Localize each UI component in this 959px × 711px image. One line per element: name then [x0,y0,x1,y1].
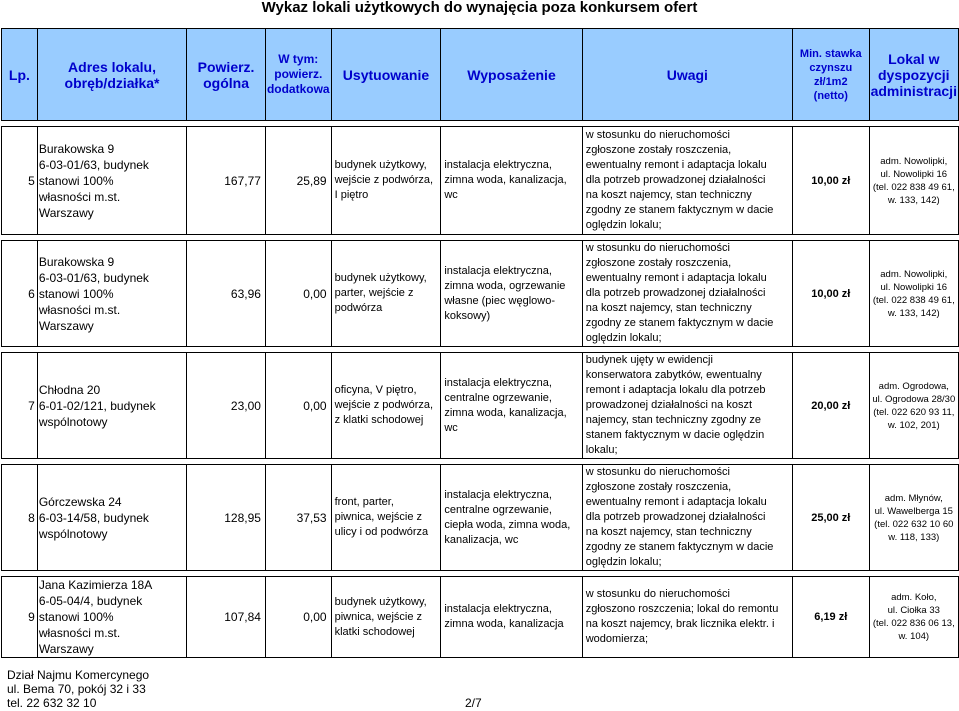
row-number: 7 [2,353,38,459]
text-line: instalacja elektryczna, [444,264,552,277]
text-line: na koszt najemcy, stan techniczny [585,189,752,201]
text-line: w. 118, 133) [888,531,940,543]
header-area-extra [265,29,331,121]
row-address [37,127,186,235]
text-line: piwnica, wejście z [334,511,423,523]
text-line: w. 133, 142) [887,194,940,206]
row-number: 5 [2,127,38,235]
header-location: Usytuowanie [331,29,441,121]
text-line: Warszawy [38,642,94,656]
text-line: 6-03-01/63, budynek [38,157,149,172]
row-location [331,577,441,658]
text-line: dodatkowa [266,82,330,96]
row-remarks [582,577,792,658]
text-line: obręb/działka* [64,74,160,91]
text-line: własności m.st. [38,626,121,640]
text-line: budynek użytkowy, [334,159,427,171]
text-line: (tel. 022 632 10 60 [874,518,954,530]
text-line: wejście z podwórza, [334,174,434,186]
text-line: wodomierza; [585,633,649,645]
text-line: ul. Ogrodowa 28/30 [872,393,956,405]
text-line: budynek użytkowy, [334,595,427,608]
premises-table [1,28,959,658]
header-equipment: Wyposażenie [441,29,582,121]
row-area-total: 63,96 [187,241,266,347]
text-line: (tel. 022 838 49 61, [872,181,955,193]
text-line: zgłoszone zostały roszczenia, [585,257,732,269]
text-line: stanem faktycznym w dacie oględzin [585,429,765,441]
row-area-extra: 0,00 [265,577,331,658]
text-line: w. 133, 142) [887,307,940,319]
text-line: stanowi 100% [38,286,114,301]
table-row [2,465,959,571]
text-line: adm. Ogrodowa, [878,380,949,392]
text-line: stanowi 100% [38,610,114,624]
text-line: instalacja elektryczna, [444,488,552,501]
row-area-extra: 0,00 [265,241,331,347]
text-line: własności m.st. [38,189,121,204]
text-line: oględzin lokalu; [585,219,662,231]
text-line: ulicy i od podwórza [334,526,429,538]
row-area-total: 23,00 [187,353,266,459]
text-line: prowadzonej działalności na koszt [585,399,753,411]
text-line: centralne ogrzewanie, [444,503,552,516]
header-remarks: Uwagi [582,29,792,121]
text-line: 6-01-02/121, budynek [38,398,156,413]
row-area-total: 167,77 [187,127,266,235]
row-rate: 20,00 zł [792,353,869,459]
text-line: oględzin lokalu; [585,556,662,568]
row-location [331,465,441,571]
text-line: wejście z podwórza, [334,399,434,411]
text-line: zimna woda, ogrzewanie [444,279,566,292]
footer-address: ul. Bema 70, pokój 32 i 33 [7,682,146,696]
row-rate: 25,00 zł [792,465,869,571]
row-admin [869,241,958,347]
text-line: instalacja elektryczna, [444,603,552,615]
text-line: adm. Młynów, [884,492,943,504]
text-line: w. 104) [898,631,930,642]
text-line: powierz. [274,67,323,81]
text-line: (tel. 022 836 06 13, [872,618,955,629]
text-line: w stosunku do nieruchomości [585,466,730,478]
text-line: dla potrzeb prowadzonej działalności [585,287,766,299]
text-line: ciepła woda, zimna woda, [444,518,571,531]
text-line: własne (piec węglowo- [444,294,556,307]
text-line: ewentualny remont i adaptacja lokalu [585,159,767,171]
text-line: czynszu [809,61,853,74]
row-area-total: 128,95 [187,465,266,571]
text-line: Warszawy [38,318,94,333]
footer-phone: tel. 22 632 32 10 [7,696,97,710]
row-admin [869,353,958,459]
text-line: zimna woda, kanalizacja, [444,174,567,186]
row-equipment [441,353,582,459]
text-line: ogólna [203,74,249,91]
text-line: klatki schodowej [334,625,415,638]
table-row [2,577,959,658]
row-remarks [582,353,792,459]
header-rate [792,29,869,121]
text-line: zgodny ze stanem faktycznym w dacie [585,541,774,553]
row-rate: 10,00 zł [792,241,869,347]
text-line: W tym: [278,52,319,66]
row-location [331,353,441,459]
footer-department: Dział Najmu Komercynego [7,668,150,682]
text-line: na koszt najemcy, stan techniczny [585,302,752,314]
text-line: na koszt najemcy, brak licznika elektr. i [585,618,775,630]
header-address [37,29,186,121]
row-address [37,241,186,347]
text-line: ul. Ciołka 33 [887,605,940,616]
text-line: w stosunku do nieruchomości [585,129,730,141]
row-equipment [441,127,582,235]
table-row [2,353,959,459]
row-admin [869,465,958,571]
row-admin [869,577,958,658]
text-line: adm. Koło, [891,592,937,603]
text-line: instalacja elektryczna, [444,376,552,389]
header-row [2,29,959,121]
row-rate: 10,00 zł [792,127,869,235]
text-line: 6-03-01/63, budynek [38,270,149,285]
row-equipment [441,241,582,347]
text-line: lokalu; [585,444,618,456]
text-line: wspólnotowy [38,526,108,541]
row-number: 6 [2,241,38,347]
row-location [331,127,441,235]
text-line: koksowy) [444,309,491,322]
text-line: Burakowska 9 [38,254,115,269]
text-line: Min. stawka [799,47,862,60]
header-admin [869,29,958,121]
text-line: kanalizacja, wc [444,533,519,546]
text-line: zimna woda, kanalizacja, [444,406,567,419]
row-rate: 6,19 zł [792,577,869,658]
table-row [2,241,959,347]
text-line: piwnica, wejście z [334,610,423,623]
text-line: administracji [870,82,957,99]
text-line: w stosunku do nieruchomości [585,588,730,600]
text-line: wc [444,189,458,201]
text-line: najemcy, stan techniczny zgodny ze [585,414,761,426]
row-address [37,465,186,571]
text-line: stanowi 100% [38,173,114,188]
text-line: centralne ogrzewanie, [444,391,552,404]
text-line: budynek użytkowy, [334,272,427,284]
text-line: parter, wejście z [334,287,414,299]
text-line: konserwatora zabytków, ewentualny [585,369,762,381]
header-lp: Lp. [2,29,38,121]
text-line: podwórza [334,302,383,314]
text-line: zgłoszono roszczenia; lokal do remontu [585,603,779,615]
row-number: 9 [2,577,38,658]
row-remarks [582,241,792,347]
table-body [2,121,959,658]
text-line: (netto) [813,89,848,102]
text-line: ewentualny remont i adaptacja lokalu [585,272,767,284]
text-line: (tel. 022 620 93 11, [873,406,955,418]
text-line: ul. Nowolipki 16 [880,168,948,180]
text-line: dla potrzeb prowadzonej działalności [585,174,766,186]
text-line: dla potrzeb prowadzonej działalności [585,511,766,523]
row-number: 8 [2,465,38,571]
text-line: Jana Kazimierza 18A [38,578,153,592]
text-line: oficyna, V piętro, [334,384,417,396]
text-line: wc [444,421,458,434]
header-area-total [187,29,266,121]
text-line: z klatki schodowej [334,414,424,426]
text-line: front, parter, [334,496,394,508]
text-line: Górczewska 24 [38,494,122,509]
text-line: w stosunku do nieruchomości [585,242,730,254]
row-admin [869,127,958,235]
text-line: 6-03-14/58, budynek [38,510,149,525]
row-area-total: 107,84 [187,577,266,658]
row-remarks [582,127,792,235]
text-line: ul. Nowolipki 16 [880,281,948,293]
table-row [2,127,959,235]
page-number: 2/7 [465,696,482,710]
page-title: Wykaz lokali użytkowych do wynajęcia poza konkursem ofert [261,0,698,16]
text-line: dyspozycji [877,66,950,83]
text-line: zgłoszone zostały roszczenia, [585,481,732,493]
text-line: w. 102, 201) [887,419,940,431]
text-line: zgodny ze stanem faktycznym w dacie [585,317,774,329]
text-line: I piętro [334,189,369,201]
text-line: własności m.st. [38,302,121,317]
row-area-extra: 0,00 [265,353,331,459]
row-area-extra: 37,53 [265,465,331,571]
text-line: Powierz. [197,58,255,75]
text-line: Warszawy [38,205,94,220]
text-line: adm. Nowolipki, [880,268,948,280]
row-address [37,577,186,658]
text-line: Chłodna 20 [38,382,101,397]
text-line: instalacja elektryczna, [444,159,552,171]
text-line: ewentualny remont i adaptacja lokalu [585,496,767,508]
text-line: adm. Nowolipki, [880,155,948,167]
text-line: budynek ujęty w ewidencji [585,354,713,366]
row-remarks [582,465,792,571]
text-line: (tel. 022 838 49 61, [872,294,955,306]
text-line: zł/1m2 [813,75,848,88]
text-line: Adres lokalu, [68,58,156,75]
text-line: remont i adaptacja lokalu dla potrzeb [585,384,766,396]
text-line: oględzin lokalu; [585,332,662,344]
row-location [331,241,441,347]
text-line: wspólnotowy [38,414,108,429]
row-address [37,353,186,459]
row-equipment [441,465,582,571]
text-line: Lokal w [888,50,940,67]
row-equipment [441,577,582,658]
text-line: Burakowska 9 [38,141,115,156]
row-area-extra: 25,89 [265,127,331,235]
text-line: zgodny ze stanem faktycznym w dacie [585,204,774,216]
text-line: na koszt najemcy, stan techniczny [585,526,752,538]
text-line: zgłoszone zostały roszczenia, [585,144,732,156]
text-line: zimna woda, kanalizacja [444,618,564,630]
text-line: ul. Wawelberga 15 [874,505,953,517]
text-line: 6-05-04/4, budynek [38,594,143,608]
